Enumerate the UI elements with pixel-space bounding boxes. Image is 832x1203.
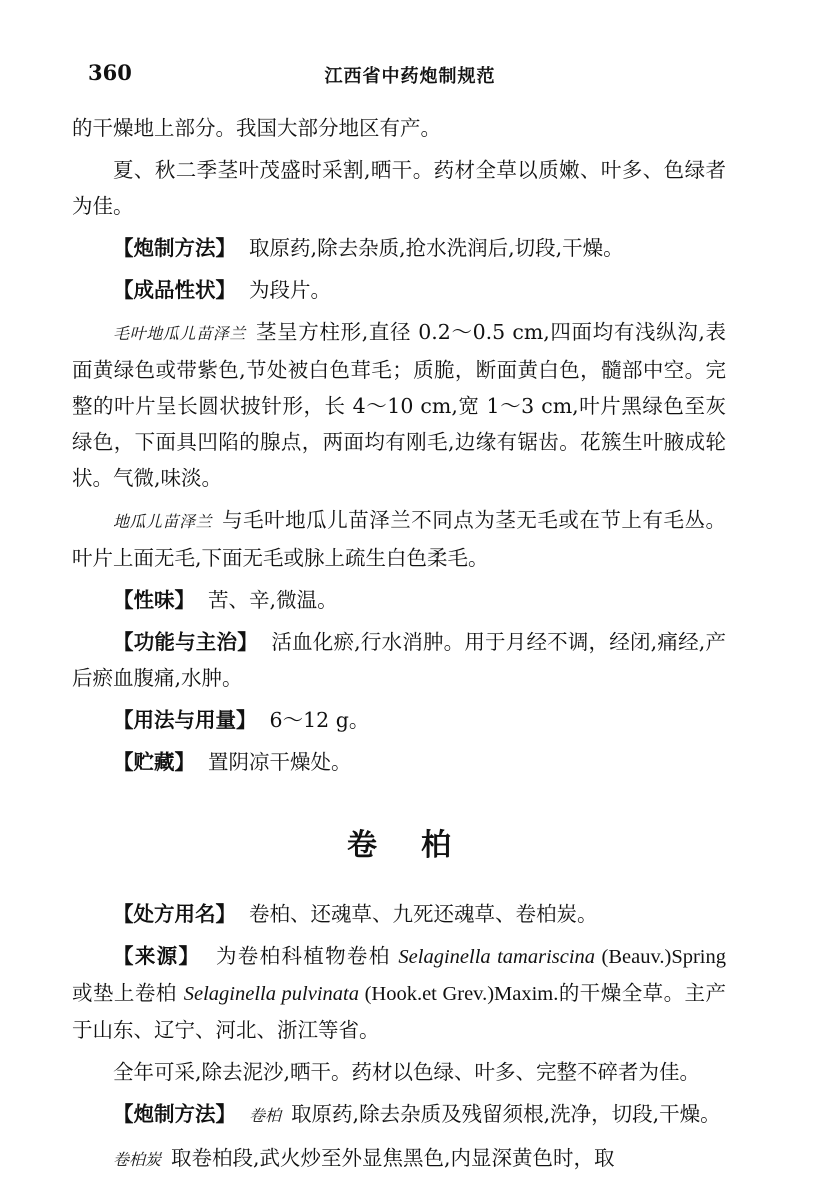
- storage-text: 置阴凉干燥处。: [208, 750, 352, 774]
- paragraph-processing-2: [72, 1096, 726, 1134]
- charcoal-subheading: 卷柏炭: [113, 1150, 162, 1169]
- paragraph-dosage: [72, 702, 726, 738]
- page-number: 360: [88, 60, 132, 85]
- monograph-2-text: 与毛叶地瓜儿苗泽兰不同点为茎无毛或在节上有毛丛。叶片上面无毛,下面无毛或脉上疏生白色柔毛。: [72, 508, 726, 570]
- monograph-1-name: 毛叶地瓜儿苗泽兰: [113, 324, 247, 343]
- paragraph-charcoal: [72, 1140, 726, 1178]
- source-label: 【来源】: [113, 944, 201, 968]
- source-post: 的干燥全草。主产于山东、辽宁、河北、浙江等省。: [72, 981, 727, 1042]
- charcoal-text: 取卷柏段,武火炒至外显焦黑色,内显深黄色时，取: [171, 1146, 615, 1170]
- monograph-2-name: 地瓜儿苗泽兰: [113, 512, 213, 531]
- species-2-name: Selaginella pulvinata: [183, 983, 359, 1005]
- paragraph-product: [72, 272, 726, 308]
- running-title: 江西省中药炮制规范: [324, 66, 496, 87]
- processing-2-text: 取原药,除去杂质及残留须根,洗净，切段,干燥。: [291, 1102, 721, 1126]
- species-2-author: (Hook.et Grev.)Maxim.: [364, 983, 559, 1005]
- species-1-author: (Beauv.)Spring: [601, 946, 726, 968]
- taste-text: 苦、辛,微温。: [208, 588, 338, 612]
- processing-2-subheading: 卷柏: [249, 1106, 282, 1125]
- source-pre: 为卷柏科植物卷柏: [215, 944, 391, 968]
- paragraph-taste: [72, 582, 726, 618]
- page-body: [72, 110, 726, 1184]
- paragraph-harvest: 夏、秋二季茎叶茂盛时采割,晒干。药材全草以质嫩、叶多、色绿者为佳。: [72, 158, 726, 218]
- species-1-name: Selaginella tamariscina: [398, 946, 596, 968]
- prescription-names-label: 【处方用名】: [113, 902, 236, 926]
- monograph-1-text: 茎呈方柱形,直径 0.2～0.5 cm,四面均有浅纵沟,表面黄绿色或带紫色,节处被白色茸毛；质脆，断面黄白色，髓部中空。完整的叶片呈长圆状披针形，长 4～10 cm,宽 1～3 cm,叶片黑绿色至灰绿色，下面具凹陷的腺点，两面均有刚毛,边缘有锯齿。花簇生叶腋成轮状。气微,味淡。: [72, 320, 726, 490]
- source-or: 或垫上卷柏: [72, 981, 177, 1005]
- paragraph-source: [72, 938, 726, 1048]
- processing-text: 取原药,除去杂质,抢水洗润后,切段,干燥。: [249, 236, 624, 260]
- dosage-text: 6～12 g。: [269, 708, 370, 732]
- paragraph-monograph-2: [72, 502, 726, 576]
- product-text: 为段片。: [249, 278, 332, 302]
- paragraph-monograph-1: [72, 314, 726, 496]
- processing-label: 【炮制方法】: [113, 236, 236, 260]
- paragraph-harvest-2: 全年可采,除去泥沙,晒干。药材以色绿、叶多、完整不碎者为佳。: [113, 1060, 701, 1084]
- paragraph-prescription-names: [72, 896, 726, 932]
- paragraph-storage: [72, 744, 726, 780]
- paragraph-processing: [72, 230, 726, 266]
- dosage-label: 【用法与用量】: [113, 708, 257, 732]
- paragraph-function: [72, 624, 726, 696]
- taste-label: 【性味】: [113, 588, 195, 612]
- section-title: 卷柏: [347, 828, 495, 863]
- page-header: [88, 58, 732, 90]
- prescription-names-text: 卷柏、还魂草、九死还魂草、卷柏炭。: [249, 902, 598, 926]
- storage-label: 【贮藏】: [113, 750, 195, 774]
- paragraph-continuation: 的干燥地上部分。我国大部分地区有产。: [72, 116, 441, 140]
- function-label: 【功能与主治】: [113, 630, 258, 654]
- function-text: 活血化瘀,行水消肿。用于月经不调，经闭,痛经,产后瘀血腹痛,水肿。: [72, 630, 726, 690]
- product-label: 【成品性状】: [113, 278, 236, 302]
- processing-2-label: 【炮制方法】: [113, 1102, 236, 1126]
